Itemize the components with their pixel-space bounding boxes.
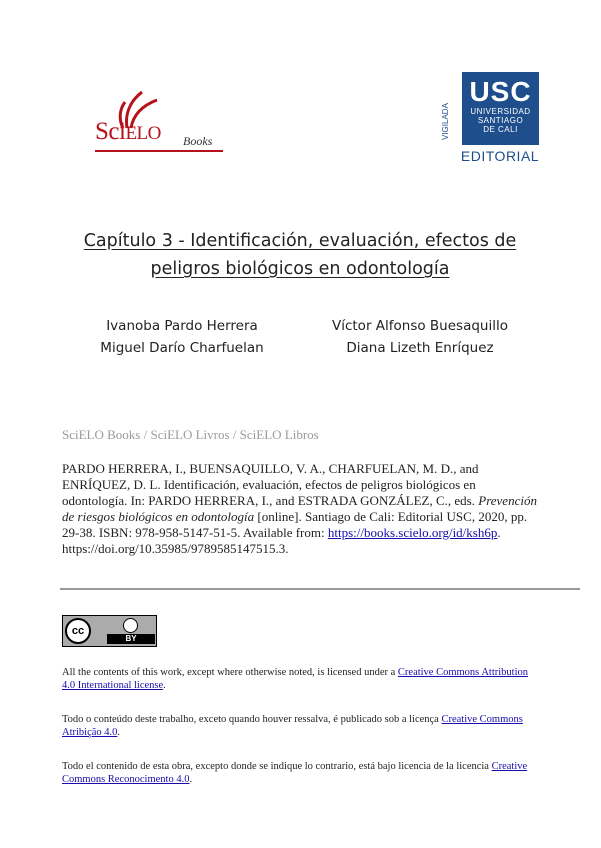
author-name: Víctor Alfonso Buesaquillo [331, 318, 508, 334]
author-name: Diana Lizeth Enríquez [346, 340, 494, 356]
book-title: Prevención de riesgos biológicos en odontología [62, 493, 537, 524]
license-link-pt[interactable]: Creative Commons Atribição 4.0 [62, 714, 523, 738]
svg-text:VIGILADA: VIGILADA [441, 103, 450, 140]
scielo-books-logo [95, 90, 235, 160]
citation-block: PARDO HERRERA, I., BUENSAQUILLO, V. A., CHARFUELAN, M. D., and ENRÍQUEZ, D. L. Identificación, evaluación, efectos de peligros biológicos en odontología. In: PARDO HERRERA, I., and ESTRADA GONZÁLEZ, C., eds. Prevención de riesgos biológicos en odontología [online]. Santiago de Cali: Editorial USC, 2020, pp. 29-38. ISBN: 978-958-5147-51-5. Available from: https://books.scielo.org/id/ksh6p. https://doi.org/10.35985/9789585147515.3. [62, 461, 537, 556]
scielo-books-label: Books [183, 134, 213, 148]
usc-logo-block: USC UNIVERSIDAD SANTIAGO DE CALI [462, 72, 539, 145]
divider [60, 588, 580, 590]
book-link[interactable]: https://books.scielo.org/id/ksh6p [327, 525, 498, 540]
usc-editorial-label: EDITORIAL [460, 148, 540, 164]
cc-icon: cc [65, 618, 91, 644]
license-link-es[interactable]: Creative Commons Reconocimento 4.0 [62, 761, 528, 785]
scielo-wordmark: SciELO [95, 118, 161, 145]
series-line: SciELO Books / SciELO Livros / SciELO Libros [62, 427, 319, 442]
license-pt: Todo o conteúdo deste trabalho, exceto quando houver ressalva, é publicado sob a licença Creative Commons Atribição 4.0. [62, 714, 523, 738]
scielo-logo-rule [95, 150, 223, 152]
license-link-en[interactable]: Creative Commons Attribution 4.0 International license [62, 667, 528, 691]
author-name: Ivanoba Pardo Herrera [106, 318, 258, 334]
usc-editorial-logo [440, 72, 540, 164]
vigilada-seal-icon [440, 82, 460, 142]
person-icon [123, 618, 138, 633]
by-icon: BY [107, 618, 155, 644]
chapter-title: Capítulo 3 - Identificación, evaluación, efectos de peligros biológicos en odontología [83, 231, 517, 279]
license-es: Todo el contenido de esta obra, excepto donde se indique lo contrario, está bajo licencia de la licencia Creative Commons Reconocimento 4.0. [62, 761, 528, 785]
author-name: Miguel Darío Charfuelan [100, 340, 264, 356]
license-en: All the contents of this work, except where otherwise noted, is licensed under a Creative Commons Attribution 4.0 International license. [62, 667, 528, 691]
cc-by-badge[interactable] [62, 615, 157, 647]
